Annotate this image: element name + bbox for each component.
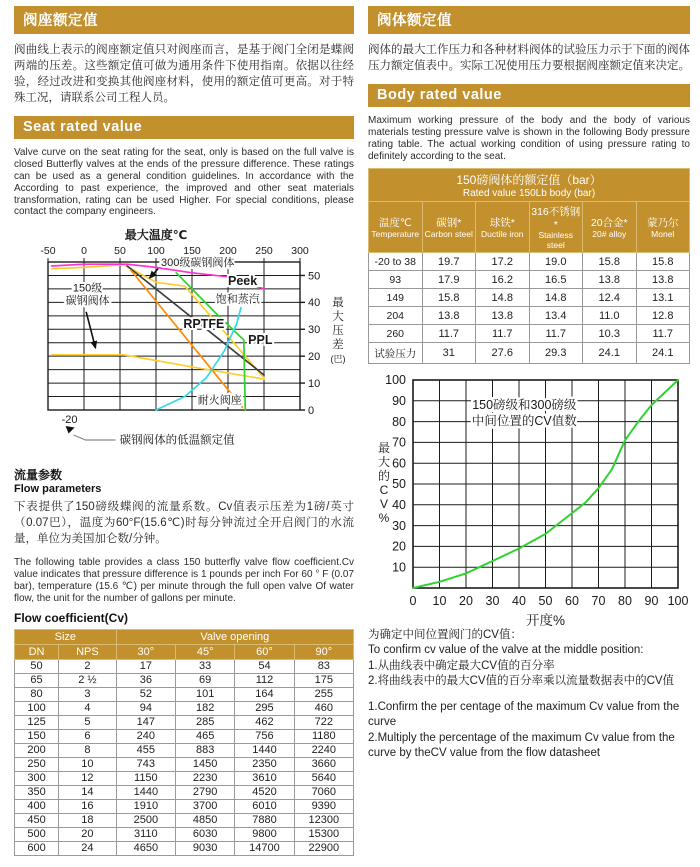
note-line: 2.Multiply the percentage of the maximum Cv value from the curve by theCV value from the flow datasheet — [368, 731, 675, 759]
table-row: -20 to 38 19.7 17.2 19.0 15.8 15.8 — [369, 253, 690, 271]
table-row: 204 13.8 13.8 13.4 11.0 12.8 — [369, 307, 690, 325]
cv-determination-notes — [368, 628, 690, 761]
svg-text:40: 40 — [512, 594, 526, 609]
cv-col-header: 45° — [176, 644, 235, 659]
svg-text:60: 60 — [392, 456, 406, 471]
svg-text:20: 20 — [308, 351, 321, 364]
svg-text:10: 10 — [432, 594, 447, 609]
svg-text:50: 50 — [114, 245, 126, 258]
body-rated-value-text-zh: 阀体的最大工作压力和各种材料阀体的试验压力示于下面的阀体压力额定值表中。实际工况使用压力要根据阀座额定值来决定。 — [368, 44, 690, 73]
svg-text:50: 50 — [308, 270, 321, 283]
table-row: 65 2 ½ 36 69 112 175 — [15, 673, 354, 687]
table-row: 125 5 147 285 462 722 — [15, 715, 354, 729]
left-column — [14, 6, 354, 856]
svg-text:40: 40 — [392, 498, 406, 513]
svg-text:压: 压 — [332, 325, 344, 338]
svg-text:V: V — [379, 497, 389, 512]
table-row: 400 16 1910 3700 6010 9390 — [15, 799, 354, 813]
svg-text:20: 20 — [392, 539, 406, 554]
table-row: 200 8 455 883 1440 2240 — [15, 743, 354, 757]
svg-text:10: 10 — [392, 560, 406, 575]
seat-rated-value-text-en: Valve curve on the seat rating for the seat, only is based on the full valve is closed Butterfly valves at the ends of the pressure difference. These ratings can be used as a general condition guidelines. In accordance with the According to past experience, the improved and other seat materials transformation, rating can be used Higher. For special conditions, please contact the company engineers. — [14, 147, 354, 218]
table-row: 93 17.9 16.2 16.5 13.8 13.8 — [369, 271, 690, 289]
svg-text:差: 差 — [332, 339, 344, 352]
flow-parameters-text-en: The following table provides a class 150 butterfly valve flow coefficient.Cv value indicates that pressure difference is 1 pounds per inch For 60 ° F (0.07 bar), temperature (15.6 ℃) per minute through the full open valve Of water flow, the unit for the number of gallons per minute. — [14, 557, 354, 604]
table-row: 350 14 1440 2790 4520 7060 — [15, 785, 354, 799]
svg-text:300级碳钢阀体: 300级碳钢阀体 — [161, 257, 235, 270]
svg-text:90: 90 — [644, 594, 659, 609]
svg-text:大: 大 — [332, 311, 344, 324]
svg-text:100: 100 — [147, 245, 165, 258]
svg-text:300: 300 — [291, 245, 309, 258]
cv-percentage-chart — [368, 370, 690, 628]
svg-text:0: 0 — [308, 404, 315, 417]
table-row: 80 3 52 101 164 255 — [15, 687, 354, 701]
table-row: 试验压力 31 27.6 29.3 24.1 24.1 — [369, 343, 690, 364]
svg-text:中间位置的CV值数: 中间位置的CV值数 — [471, 414, 577, 429]
svg-text:的: 的 — [377, 469, 391, 484]
rating-col-header: 20合金* 20# alloy — [583, 202, 637, 253]
svg-text:-50: -50 — [40, 245, 56, 258]
seat-rated-value-text-zh: 阀曲线上表示的阀座额定值只对阀座而言，是基于阀门全闭是蝶阀两端的压差。这些额定值可做为通用条件下使用指南。依据以往经验，经过改进和变换其他阀座材料，使用的额定值可更高。对于特殊工况，请联系公司工程人员。 — [14, 44, 354, 105]
seat-rated-value-header-en: Seat rated value — [14, 116, 354, 139]
svg-text:碳钢阀体: 碳钢阀体 — [65, 295, 110, 308]
svg-text:最大温度℃: 最大温度℃ — [124, 228, 188, 243]
cv-col-header: NPS — [59, 644, 117, 659]
svg-text:PPL: PPL — [248, 333, 273, 348]
flow-parameters-text-zh: 下表提供了150磅级蝶阀的流量系数。Cv值表示压差为1磅/英寸（0.07巴），温度为60°F(15.6℃)时每分钟流过全开启阀门的水流量，单位为美国加仑数/分钟。 — [14, 501, 354, 546]
note-line: 1.从曲线表中确定最大CV值的百分率 — [368, 659, 555, 672]
note-line: 为确定中间位置阀门的CV值： — [368, 629, 522, 642]
table-row: 100 4 94 182 295 460 — [15, 701, 354, 715]
svg-text:0: 0 — [81, 245, 87, 258]
svg-text:50: 50 — [538, 594, 553, 609]
table-row: 300 12 1150 2230 3610 5640 — [15, 771, 354, 785]
body-rated-value-text-en: Maximum working pressure of the body and the body of various materials testing pressure valve is shown in the following Body pressure rating table. The actual working condition of using pressure rating to definitely according to the seat. — [368, 115, 690, 162]
table-row: 260 11.7 11.7 11.7 10.3 11.7 — [369, 325, 690, 343]
table-row: 500 20 3110 6030 9800 15300 — [15, 827, 354, 841]
svg-text:40: 40 — [308, 297, 321, 310]
svg-text:开度%: 开度% — [525, 613, 566, 629]
table-row: 150 6 240 465 756 1180 — [15, 729, 354, 743]
svg-text:碳钢阀体的低温额定值: 碳钢阀体的低温额定值 — [119, 434, 235, 447]
svg-text:200: 200 — [219, 245, 237, 258]
note-line — [368, 690, 690, 700]
rating-col-header: 蒙乃尔 Monel — [636, 202, 690, 253]
table-row: 600 24 4650 9030 14700 22900 — [15, 841, 354, 855]
note-line: 2.将曲线表中的最大CV值的百分率乘以流量数据表中的CV值 — [368, 675, 675, 688]
svg-text:-20: -20 — [61, 414, 78, 427]
flow-parameters-heading-zh: 流量参数 — [14, 468, 63, 483]
svg-text:20: 20 — [459, 594, 473, 609]
svg-text:10: 10 — [308, 378, 321, 391]
svg-text:RPTFE: RPTFE — [183, 317, 225, 332]
flow-parameters-heading-en: Flow parameters — [14, 483, 102, 496]
svg-text:Peek: Peek — [228, 274, 258, 289]
svg-text:90: 90 — [392, 394, 406, 409]
flow-coefficient-table — [14, 629, 354, 856]
svg-text:50: 50 — [392, 477, 406, 492]
cv-col-header: 60° — [235, 644, 294, 659]
svg-text:150: 150 — [183, 245, 201, 258]
rating-col-header: 球铁* Ductile iron — [476, 202, 530, 253]
svg-text:(巴): (巴) — [330, 354, 346, 365]
svg-text:80: 80 — [392, 414, 406, 429]
svg-text:30: 30 — [392, 518, 406, 533]
note-line: 1.Confirm the per centage of the maximum Cv value from the curve — [368, 700, 680, 729]
svg-text:饱和蒸汽: 饱和蒸汽 — [215, 293, 260, 306]
cv-group-header-valve-opening: Valve opening — [116, 629, 353, 644]
rating-col-header: 温度℃ Temperature — [369, 202, 423, 253]
right-column — [368, 6, 690, 856]
svg-text:30: 30 — [308, 324, 321, 337]
note-line: To confirm cv value of the valve at the middle position: — [368, 644, 644, 657]
seat-rating-chart — [14, 224, 348, 464]
rating-col-header: 316不锈钢* Stainless steel — [529, 202, 583, 253]
svg-text:100: 100 — [667, 594, 689, 609]
cv-col-header: 30° — [116, 644, 175, 659]
svg-text:60: 60 — [565, 594, 579, 609]
svg-text:70: 70 — [392, 435, 406, 450]
svg-text:80: 80 — [618, 594, 632, 609]
svg-text:70: 70 — [591, 594, 606, 609]
svg-text:%: % — [378, 511, 390, 526]
svg-text:250: 250 — [255, 245, 273, 258]
svg-text:大: 大 — [377, 455, 391, 470]
svg-text:最: 最 — [332, 297, 344, 310]
table-row: 50 2 17 33 54 83 — [15, 659, 354, 673]
svg-text:150级: 150级 — [72, 282, 103, 295]
cv-group-header-size: Size — [15, 629, 117, 644]
svg-text:150磅级和300磅级: 150磅级和300磅级 — [472, 398, 577, 413]
svg-text:0: 0 — [409, 594, 417, 609]
svg-text:耐火阀座: 耐火阀座 — [197, 394, 242, 407]
cv-col-header: 90° — [294, 644, 353, 659]
body-rated-value-header-en: Body rated value — [368, 84, 690, 107]
body-rating-table — [368, 168, 690, 364]
svg-text:100: 100 — [385, 373, 406, 388]
svg-text:C: C — [379, 483, 389, 498]
table-row: 149 15.8 14.8 14.8 12.4 13.1 — [369, 289, 690, 307]
svg-text:30: 30 — [485, 594, 500, 609]
flow-coefficient-heading: Flow coefficient(Cv) — [14, 610, 129, 625]
cv-col-header: DN — [15, 644, 59, 659]
svg-text:最: 最 — [377, 441, 391, 456]
table-row: 250 10 743 1450 2350 3660 — [15, 757, 354, 771]
body-rated-value-header-zh: 阀体额定值 — [368, 6, 690, 34]
rating-table-title: 150磅阀体的额定值（bar） Rated value 150Lb body (bar) — [369, 169, 690, 202]
seat-rated-value-header-zh: 阀座额定值 — [14, 6, 354, 34]
rating-col-header: 碳钢* Carbon steel — [422, 202, 476, 253]
table-row: 450 18 2500 4850 7880 12300 — [15, 813, 354, 827]
